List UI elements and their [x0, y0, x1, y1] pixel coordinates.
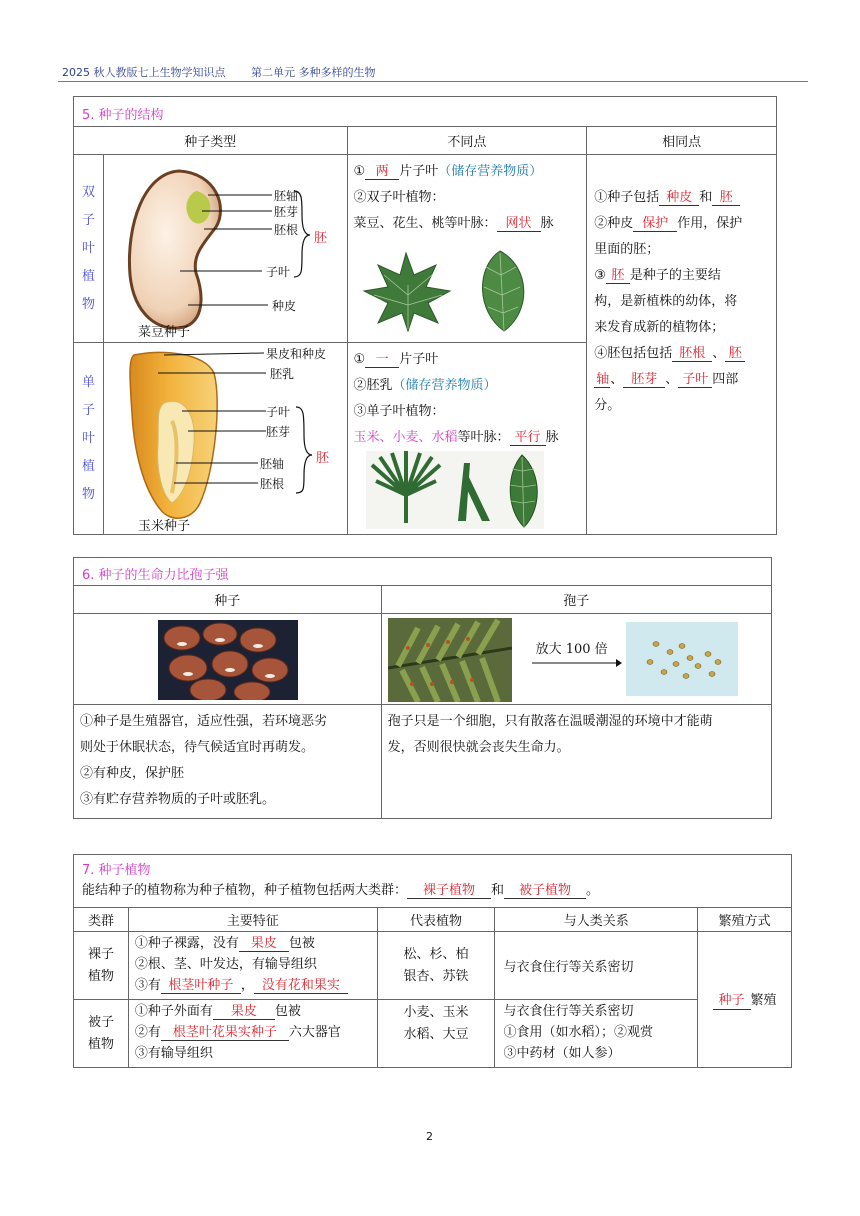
- angio-f3: ③有输导组织: [134, 1046, 213, 1061]
- reproduction-cell: 种子 繁殖: [698, 932, 792, 1068]
- same-l3: 里面的胚；: [594, 242, 660, 257]
- dicot-blank-cotyledons: 两: [365, 165, 399, 180]
- dicot-blank-vein: 网状: [497, 217, 541, 232]
- same-l7: ④胚包括包括 胚根 、 胚: [594, 341, 770, 367]
- gymno-plants: 松、杉、柏 银杏、苏铁: [377, 932, 495, 1000]
- blank-seed-coat: 种皮: [659, 191, 699, 206]
- seed-text-1: ①种子是生殖器官，适应性强，若环境恶劣: [80, 714, 328, 729]
- same-l2: ②种皮 保护 作用，保护: [594, 216, 743, 231]
- corn-seed-illustration: [104, 343, 348, 533]
- maple-leaf-icon: [364, 253, 450, 331]
- label-endosperm: 胚乳: [269, 367, 294, 381]
- bean-seed-diagram: [103, 155, 347, 343]
- parallel-vein-leaves-image: [366, 451, 594, 533]
- blank-hypocotyl-a: 胚: [725, 347, 745, 362]
- angio-features: [128, 1000, 377, 1068]
- sec5-title-box: [73, 96, 777, 127]
- blank-radicle: 胚根: [672, 347, 712, 362]
- gymno-f1: ①种子裸露，没有 果皮 包被: [134, 936, 315, 951]
- seed-vs-spore-table: [73, 585, 772, 819]
- seed-plants-table: [73, 907, 792, 1068]
- monocot-diff-l2: ②胚乳（储存营养物质）: [353, 378, 497, 393]
- sec6-title: 6. 种子的生命力比孢子强: [82, 568, 229, 583]
- dicot-diff-l2: ②双子叶植物：: [353, 190, 445, 205]
- same-l9: 分。: [594, 398, 621, 413]
- bean-caption: 菜豆种子: [137, 325, 190, 340]
- blank-plumule: 胚芽: [623, 373, 665, 388]
- monocot-diff-cell: [347, 343, 587, 535]
- magnify-arrow-icon: [532, 657, 622, 669]
- corn-caption: 玉米种子: [137, 519, 190, 534]
- blank-embryo: 胚: [712, 191, 740, 206]
- header-divider: [58, 81, 808, 82]
- common-points-cell: [587, 155, 777, 535]
- blank-gymnosperm: 裸子植物: [407, 884, 491, 899]
- gymno-relation: 与衣食住行等关系密切: [495, 932, 698, 1000]
- fern-leaf-photo: [388, 618, 512, 702]
- angio-f2: ②有 根茎叶花果实种子 六大器官: [134, 1025, 341, 1040]
- col-seed-type: 种子类型: [74, 127, 348, 155]
- spores-magnified-photo: [626, 622, 738, 696]
- gymno-f2: ②根、茎、叶发达，有输导组织: [134, 957, 317, 972]
- angio-plants: 小麦、玉米 水稻、大豆: [377, 1000, 495, 1068]
- angio-f1: ①种子外面有 果皮 包被: [134, 1004, 301, 1019]
- seed-image-cell: [74, 614, 382, 705]
- label-radicle: 胚根: [273, 223, 298, 237]
- col-group: 类群: [74, 908, 129, 932]
- sec7-title: 7. 种子植物: [82, 863, 151, 878]
- beans-photo: [158, 620, 298, 700]
- monocot-diff-l4: 玉米、小麦、水稻等叶脉： 平行 脉: [353, 430, 559, 445]
- page-header: [62, 64, 398, 80]
- spore-text-1: 孢子只是一个细胞，只有散落在温暖潮湿的环境中才能萌: [387, 714, 713, 729]
- blank-cotyledon: 子叶: [678, 373, 712, 388]
- label-hypocotyl: 胚轴: [273, 189, 298, 203]
- dicot-diff-l3: 菜豆、花生、桃等叶脉： 网状 脉: [353, 216, 554, 231]
- sec7-title-box: [73, 854, 792, 908]
- col-diff: 不同点: [347, 127, 587, 155]
- label-corn-radicle: 胚根: [259, 477, 284, 491]
- seed-text-2: 则处于休眠状态，待气候适宜时再萌发。: [80, 740, 315, 755]
- col-same: 相同点: [587, 127, 777, 155]
- monocot-blank-vein: 平行: [510, 431, 546, 446]
- sec6-title-box: [73, 557, 772, 586]
- col-seed: 种子: [74, 586, 382, 614]
- spore-text-2: 发，否则很快就会丧失生命力。: [387, 740, 570, 755]
- col-reproduction: 繁殖方式: [698, 908, 792, 932]
- label-embryo: 胚: [313, 231, 327, 246]
- blank-hypocotyl-b: 轴: [596, 372, 610, 387]
- monocot-diff-l1: ① 一 片子叶: [353, 352, 439, 367]
- blank-angiosperm: 被子植物: [504, 884, 586, 899]
- sec7-intro: 能结种子的植物称为种子植物，种子植物包括两大类群： 裸子植物 和 被子植物 。: [82, 883, 600, 898]
- label-corn-cotyledon: 子叶: [265, 405, 290, 419]
- same-l6: 来发育成新的植物体；: [594, 320, 725, 335]
- net-vein-leaves-image: [354, 245, 582, 335]
- label-plumule: 胚芽: [273, 205, 298, 219]
- spore-text-cell: [381, 705, 771, 819]
- monocot-row-label: 单 子 叶 植 物: [74, 343, 104, 535]
- monocot-blank-cotyledons: 一: [365, 353, 399, 368]
- seed-text-4: ③有贮存营养物质的子叶或胚乳。: [80, 792, 276, 807]
- gymno-name: 裸子 植物: [74, 932, 129, 1000]
- seed-structure-table: [73, 126, 777, 535]
- page-number: 2: [426, 1130, 433, 1143]
- magnify-label: 放大 100 倍: [535, 642, 608, 657]
- blank-protect: 保护: [633, 217, 677, 232]
- label-pericarp: 果皮和种皮: [265, 347, 326, 361]
- header-left: 2025 秋人教版七上生物学知识点: [62, 66, 226, 79]
- seed-text-cell: [74, 705, 382, 819]
- spore-image-cell: [381, 614, 771, 705]
- angio-name: 被子 植物: [74, 1000, 129, 1068]
- same-l8: 轴、 胚芽 、 子叶 四部: [596, 372, 739, 387]
- blank-angio-pericarp: 果皮: [213, 1005, 275, 1020]
- col-representatives: 代表植物: [377, 908, 495, 932]
- label-cotyledon: 子叶: [265, 265, 290, 279]
- sec5-title: 5. 种子的结构: [82, 108, 164, 123]
- blank-reproduction: 种子: [713, 994, 751, 1009]
- gymno-features: [128, 932, 377, 1000]
- label-corn-plumule: 胚芽: [265, 425, 290, 439]
- corn-seed-diagram: [103, 343, 347, 535]
- col-relation: 与人类关系: [495, 908, 698, 932]
- angio-relation: 与衣食住行等关系密切 ①食用（如水稻）；②观赏 ③中药材（如人参）: [495, 1000, 698, 1068]
- same-l4: ③ 胚 是种子的主要结: [594, 268, 721, 283]
- col-spore: 孢子: [381, 586, 771, 614]
- label-corn-embryo: 胚: [315, 451, 329, 466]
- col-features: 主要特征: [128, 908, 377, 932]
- oval-leaf-icon: [482, 251, 523, 331]
- dicot-diff-l1: ① 两 片子叶（储存营养物质）: [353, 164, 543, 179]
- dicot-diff-cell: [347, 155, 587, 343]
- same-l1: ①种子包括 种皮 和 胚: [594, 185, 770, 211]
- monocot-diff-l3: ③单子叶植物：: [353, 404, 445, 419]
- blank-gymno-organs: 根茎叶种子: [161, 979, 241, 994]
- blank-gymno-no-flower: 没有花和果实: [254, 979, 348, 994]
- label-corn-hypocotyl: 胚轴: [259, 457, 284, 471]
- label-seed-coat: 种皮: [271, 299, 296, 313]
- blank-main-structure: 胚: [606, 269, 630, 284]
- seed-text-3: ②有种皮，保护胚: [80, 766, 185, 781]
- header-right: 第二单元 多种多样的生物: [251, 66, 376, 79]
- same-l5: 构，是新植株的幼体，将: [594, 294, 738, 309]
- bean-seed-illustration: [104, 155, 348, 341]
- dicot-row-label: 双 子 叶 植 物: [74, 155, 104, 343]
- blank-gymno-pericarp: 果皮: [239, 937, 289, 952]
- gymno-f3: ③有 根茎叶种子 ， 没有花和果实: [135, 975, 371, 996]
- blank-angio-organs: 根茎叶花果实种子: [161, 1026, 289, 1041]
